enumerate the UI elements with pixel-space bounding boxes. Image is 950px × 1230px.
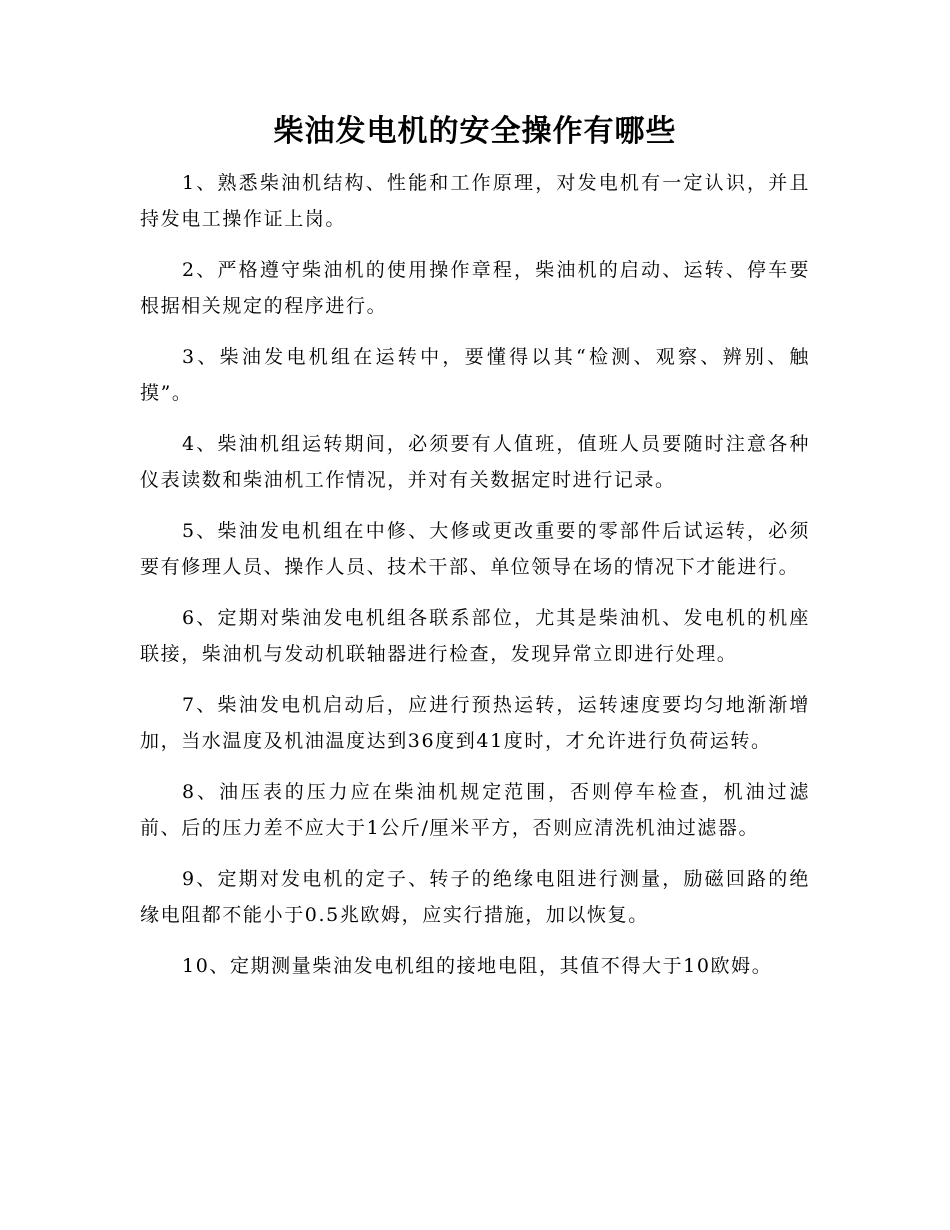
document-body (140, 165, 810, 999)
paragraph-3: 3、柴油发电机组在运转中，要懂得以其“检测、观察、辨别、触摸”。 (140, 346, 810, 404)
paragraph-1: 1、熟悉柴油机结构、性能和工作原理，对发电机有一定认识，并且持发电工操作证上岗。 (140, 172, 810, 230)
document-title: 柴油发电机的安全操作有哪些 (273, 114, 677, 149)
paragraph-10: 10、定期测量柴油发电机组的接地电阻，其值不得大于10欧姆。 (182, 955, 773, 977)
paragraph-8: 8、油压表的压力应在柴油机规定范围，否则停车检查，机油过滤前、后的压力差不应大于1公斤/厘米平方，否则应清洗机油过滤器。 (140, 781, 810, 839)
paragraph-2: 2、严格遵守柴油机的使用操作章程，柴油机的启动、运转、停车要根据相关规定的程序进行。 (140, 259, 810, 317)
paragraph-7: 7、柴油发电机启动后，应进行预热运转，运转速度要均匀地渐渐增加，当水温度及机油温度达到36度到41度时，才允许进行负荷运转。 (140, 694, 810, 752)
paragraph-9: 9、定期对发电机的定子、转子的绝缘电阻进行测量，励磁回路的绝缘电阻都不能小于0.5兆欧姆，应实行措施，加以恢复。 (140, 868, 810, 926)
paragraph-6: 6、定期对柴油发电机组各联系部位，尤其是柴油机、发电机的机座联接，柴油机与发动机联轴器进行检查，发现异常立即进行处理。 (140, 607, 810, 665)
paragraph-4: 4、柴油机组运转期间，必须要有人值班，值班人员要随时注意各种仪表读数和柴油机工作情况，并对有关数据定时进行记录。 (140, 433, 810, 491)
paragraph-5: 5、柴油发电机组在中修、大修或更改重要的零部件后试运转，必须要有修理人员、操作人员、技术干部、单位领导在场的情况下才能进行。 (140, 520, 810, 578)
